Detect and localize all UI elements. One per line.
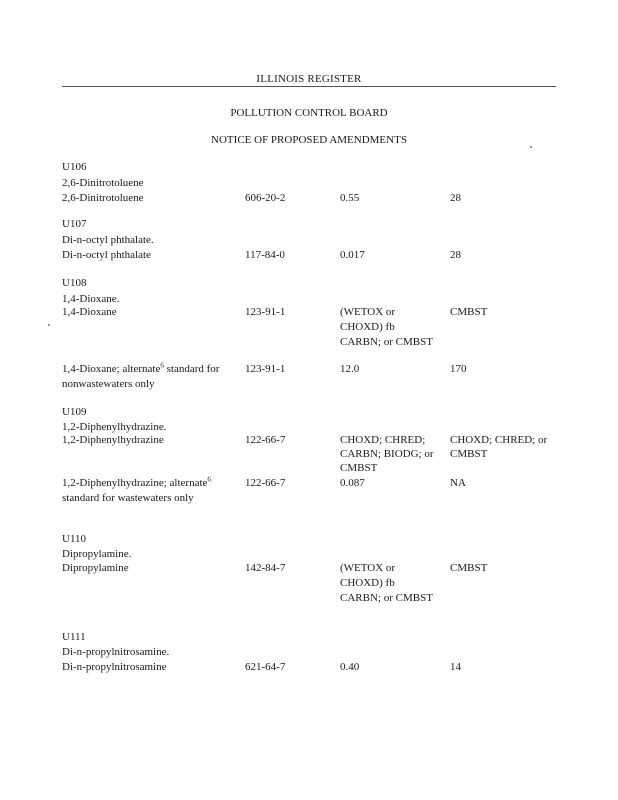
waste-code: U108 (62, 277, 87, 289)
waste-title: Di-n-propylnitrosamine. (62, 646, 170, 658)
constituent-name: Di-n-propylnitrosamine (62, 661, 167, 673)
scan-speck (48, 324, 50, 326)
wastewater-standard: (WETOX or CHOXD) fb CARBN; or CMBST (340, 562, 433, 604)
waste-code: U111 (62, 631, 86, 643)
constituent-name: Di-n-octyl phthalate (62, 249, 151, 261)
wastewater-standard: 0.087 (340, 477, 365, 489)
cas-number: 122-66-7 (245, 434, 286, 446)
constituent-name: Dipropylamine (62, 562, 129, 574)
nonwastewater-standard: 28 (450, 249, 461, 261)
waste-code: U106 (62, 161, 87, 173)
nonwastewater-standard: CMBST (450, 562, 488, 574)
name-text-cont: standard for nonwastewaters only (62, 363, 220, 390)
cas-number: 122-66-7 (245, 477, 286, 489)
waste-code: U110 (62, 533, 87, 545)
wastewater-standard: 0.40 (340, 661, 360, 673)
cas-number: 117-84-0 (245, 249, 285, 261)
wastewater-standard: 12.0 (340, 363, 360, 375)
constituent-name: 2,6-Dinitrotoluene (62, 192, 144, 204)
wastewater-standard: (WETOX or CHOXD) fb CARBN; or CMBST (340, 306, 433, 348)
cas-number: 606-20-2 (245, 192, 286, 204)
constituent-name-alternate (62, 476, 212, 506)
waste-code: U109 (62, 406, 87, 418)
nonwastewater-standard: 170 (450, 363, 467, 375)
scan-speck (530, 146, 532, 148)
footnote-ref: 6 (207, 475, 211, 484)
nonwastewater-standard: 28 (450, 192, 461, 204)
waste-title: Di-n-octyl phthalate. (62, 234, 154, 246)
header-divider (62, 86, 556, 87)
footnote-ref: 6 (160, 361, 164, 370)
waste-title: 1,4-Dioxane. (62, 293, 120, 305)
board-title: POLLUTION CONTROL BOARD (230, 107, 388, 119)
waste-title: 1,2-Diphenylhydrazine. (62, 421, 167, 433)
waste-title: 2,6-Dinitrotoluene (62, 177, 144, 189)
nonwastewater-standard: CMBST (450, 306, 488, 318)
cas-number: 123-91-1 (245, 306, 286, 318)
constituent-name-alternate (62, 362, 242, 392)
wastewater-standard: CHOXD; CHRED; CARBN; BIODG; or CMBST (340, 434, 434, 474)
nonwastewater-standard: NA (450, 477, 466, 489)
notice-title: NOTICE OF PROPOSED AMENDMENTS (211, 134, 407, 146)
wastewater-standard: 0.017 (340, 249, 365, 261)
register-title: ILLINOIS REGISTER (256, 73, 362, 85)
wastewater-standard: 0.55 (340, 192, 360, 204)
cas-number: 621-64-7 (245, 661, 286, 673)
name-text-cont: standard for wastewaters only (62, 492, 194, 504)
constituent-name: 1,2-Diphenylhydrazine (62, 434, 164, 446)
waste-code: U107 (62, 218, 87, 230)
waste-title: Dipropylamine. (62, 548, 132, 560)
nonwastewater-standard: CHOXD; CHRED; or CMBST (450, 434, 548, 460)
nonwastewater-standard: 14 (450, 661, 461, 673)
constituent-name: 1,4-Dioxane (62, 306, 117, 318)
cas-number: 123-91-1 (245, 363, 286, 375)
name-text: 1,2-Diphenylhydrazine; alternate (62, 477, 208, 489)
name-text: 1,4-Dioxane; alternate (62, 363, 161, 375)
cas-number: 142-84-7 (245, 562, 286, 574)
